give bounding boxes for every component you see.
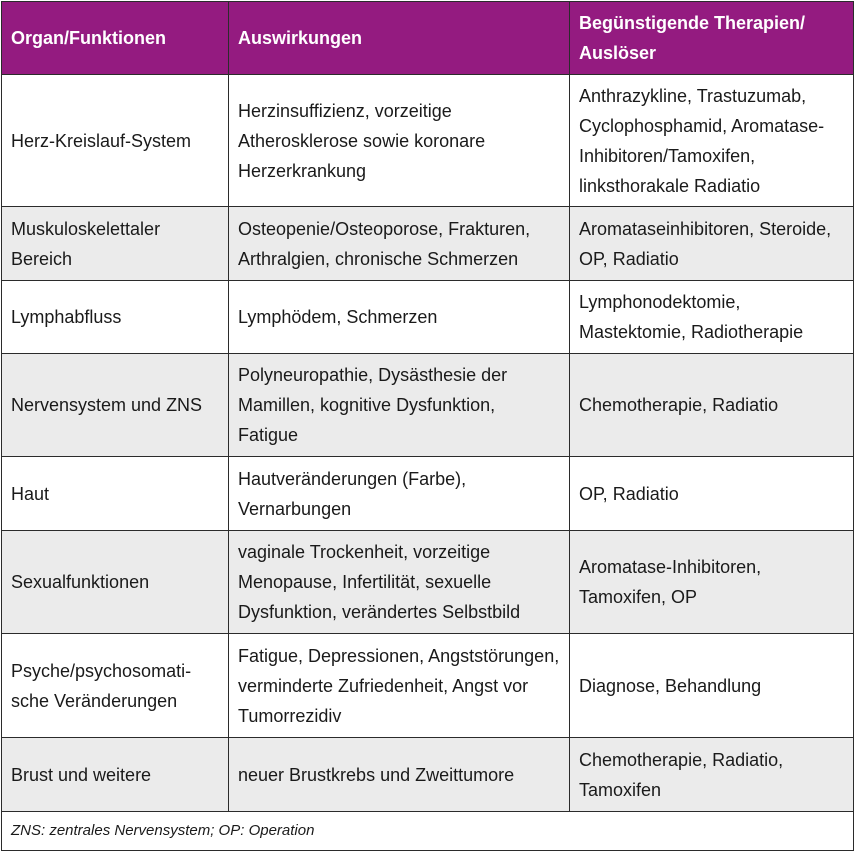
header-effects: Auswirkungen	[229, 2, 570, 75]
header-organ: Organ/Funktionen	[2, 2, 229, 75]
row-organ: Herz-Kreislauf-System	[2, 75, 229, 207]
row-organ: Nervensystem und ZNS	[2, 354, 229, 457]
table-row	[2, 531, 854, 634]
row-therapies: OP, Radiatio	[570, 457, 854, 531]
row-therapies: Aromataseinhibitoren, Steroide, OP, Radiatio	[570, 207, 854, 281]
table-row	[2, 457, 854, 531]
header-row	[2, 2, 854, 75]
row-organ: Muskuloskelettaler Bereich	[2, 207, 229, 281]
row-organ: Brust und weitere	[2, 738, 229, 812]
row-organ: Lymphabfluss	[2, 281, 229, 354]
row-organ: Sexualfunktionen	[2, 531, 229, 634]
row-therapies: Lymphonodektomie, Mastektomie, Radiotherapie	[570, 281, 854, 354]
footnote-row	[2, 812, 854, 851]
row-effects: Hautveränderungen (Farbe), Vernarbungen	[229, 457, 570, 531]
row-effects: Polyneuropathie, Dysästhesie der Mamillen, kognitive Dysfunktion, Fatigue	[229, 354, 570, 457]
row-effects: Osteopenie/Osteoporose, Frakturen, Arthralgien, chronische Schmerzen	[229, 207, 570, 281]
row-organ: Haut	[2, 457, 229, 531]
row-organ: Psyche/psychosomatische Veränderungen	[2, 634, 229, 738]
table-row	[2, 738, 854, 812]
header-therapies: Begünstigende Therapien/ Auslöser	[570, 2, 854, 75]
row-effects: Fatigue, Depressionen, Angststörungen, verminderte Zufriedenheit, Angst vor Tumorrezidiv	[229, 634, 570, 738]
row-therapies: Diagnose, Behandlung	[570, 634, 854, 738]
row-effects: neuer Brustkrebs und Zweittumore	[229, 738, 570, 812]
row-therapies: Aromatase-Inhibitoren, Tamoxifen, OP	[570, 531, 854, 634]
late-effects-table	[1, 1, 854, 851]
row-effects: Herzinsuffizienz, vorzeitige Atherosklerose sowie koronare Herzerkrankung	[229, 75, 570, 207]
table-row	[2, 634, 854, 738]
row-therapies: Chemotherapie, Radiatio	[570, 354, 854, 457]
table-row	[2, 354, 854, 457]
row-effects: vaginale Trockenheit, vorzeitige Menopause, Infertilität, sexuelle Dysfunktion, verändertes Selbstbild	[229, 531, 570, 634]
row-effects: Lymphödem, Schmerzen	[229, 281, 570, 354]
row-therapies: Anthrazykline, Trastuzumab, Cyclophosphamid, Aromatase-Inhibitoren/Tamoxifen, linksthorakale Radiatio	[570, 75, 854, 207]
row-therapies: Chemotherapie, Radiatio, Tamoxifen	[570, 738, 854, 812]
table-row	[2, 281, 854, 354]
table-row	[2, 75, 854, 207]
table-row	[2, 207, 854, 281]
table-footnote: ZNS: zentrales Nervensystem; OP: Operation	[2, 812, 854, 851]
